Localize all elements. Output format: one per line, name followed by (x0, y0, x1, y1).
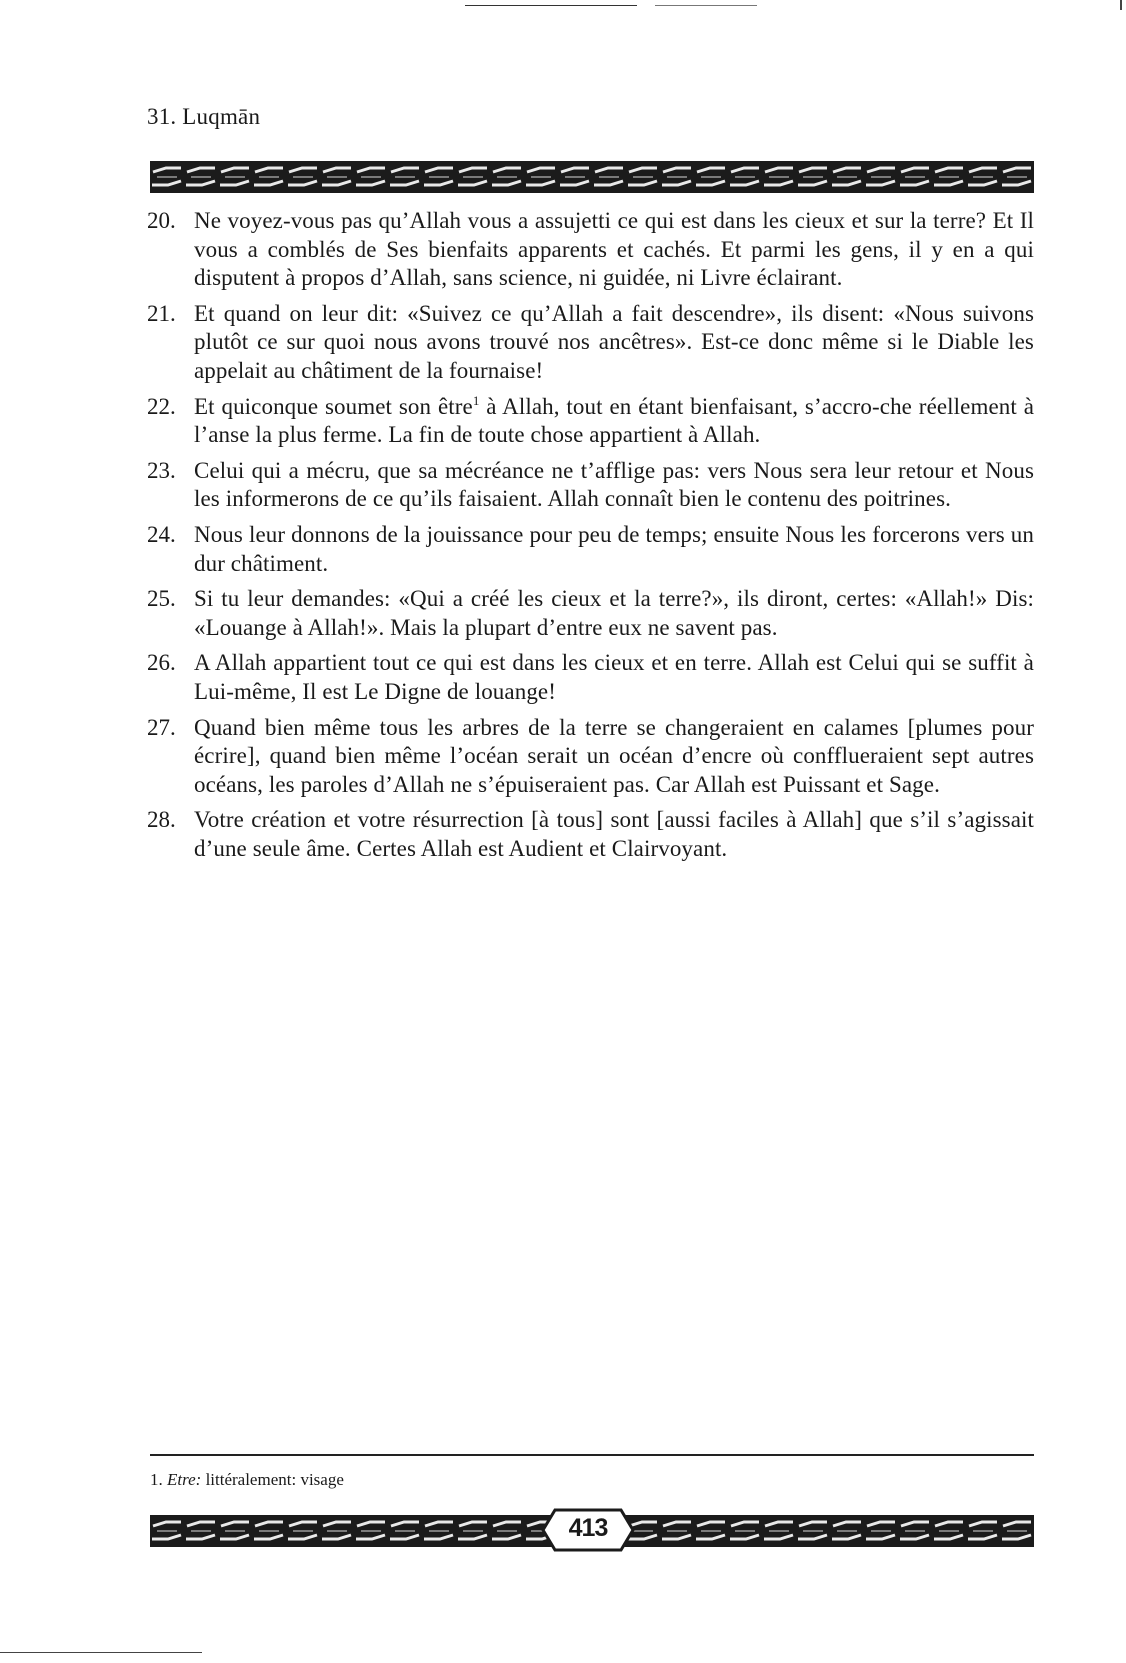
verse-text: Quand bien même tous les arbres de la terre se changeraient en calames [plumes pour écrire], quand bien même l’océan serait un océan d’encre où confflueraient sept autres océans, les paroles d’Allah ne s’épuiseraient pas. Car Allah est Puissant et Sage. (194, 714, 1034, 797)
ornament-pattern-top (150, 161, 1034, 193)
verse-number: 23. (147, 457, 176, 483)
verse-21 (147, 300, 1034, 386)
verse-number: 24. (147, 521, 176, 547)
verse-28 (147, 806, 1034, 863)
verse-27 (147, 714, 1034, 800)
verse-text: A Allah appartient tout ce qui est dans les cieux et en terre. Allah est Celui qui se suffit à Lui-même, Il est Le Digne de louange! (194, 650, 1034, 704)
footnote-ref: 1 (472, 392, 480, 408)
running-header: 31. Luqmān (147, 104, 261, 129)
verse-list (147, 207, 1034, 870)
footnote (150, 1470, 344, 1490)
footnote-number: 1. (150, 1470, 163, 1489)
verse-text: Votre création et votre résurrection [à tous] sont [aussi faciles à Allah] que s’il s’agissait d’une seule âme. Certes Allah est Audient et Clairvoyant. (194, 807, 1034, 861)
bottom-margin-rule (0, 1652, 202, 1653)
page-number-badge (541, 1506, 635, 1554)
verse-20 (147, 207, 1034, 293)
verse-number: 25. (147, 586, 176, 612)
verse-25 (147, 585, 1034, 642)
verse-number: 27. (147, 714, 176, 740)
verse-text-after: à Allah, tout en étant bienfaisant, s’accro-che réellement à l’anse la plus ferme. La fin de toute chose appartient à Allah. (194, 393, 1035, 448)
verse-text: Et quand on leur dit: «Suivez ce qu’Allah a fait descendre», ils disent: «Nous suivons plutôt ce sur quoi nous avons trouvé nos ancêtres». Est-ce donc même si le Diable les appelait au châtiment de la fournaise! (194, 300, 1034, 383)
verse-22 (147, 393, 1034, 450)
footnote-term: Etre: (167, 1470, 202, 1489)
verse-number: 21. (147, 300, 176, 326)
verse-text: Si tu leur demandes: «Qui a créé les cieux et la terre?», ils diront, certes: «Allah!» Dis: «Louange à Allah!». Mais la plupart d’entre eux ne savent pas. (194, 586, 1034, 640)
top-rule-short (655, 5, 757, 6)
top-rule (465, 5, 637, 6)
verse-23 (147, 457, 1034, 514)
verse-24 (147, 521, 1034, 578)
verse-number: 28. (147, 807, 176, 833)
verse-text: Ne voyez-vous pas qu’Allah vous a assujetti ce qui est dans les cieux et sur la terre? Et Il vous a comblés de Ses bienfaits apparents et cachés. Et parmi les gens, il y en a qui disputent à propos d’Allah, sans science, ni guidée, ni Livre éclairant. (194, 208, 1034, 291)
verse-number: 26. (147, 650, 176, 676)
page-number: 413 (568, 1514, 608, 1542)
ornamental-band-top (150, 161, 1034, 193)
verse-text (194, 393, 1034, 450)
verse-26 (147, 649, 1034, 706)
verse-text: Celui qui a mécru, que sa mécréance ne t’afflige pas: vers Nous sera leur retour et Nous les informerons de ce qu’ils faisaient. Allah connaît bien le contenu des poitrines. (194, 457, 1034, 512)
verse-text: Nous leur donnons de la jouissance pour peu de temps; ensuite Nous les forcerons vers un dur châtiment. (194, 521, 1034, 576)
verse-number: 22. (147, 393, 176, 419)
footnote-text: littéralement: visage (201, 1470, 344, 1489)
verse-text-before: Et quiconque soumet son être (194, 393, 473, 419)
footnote-rule (150, 1454, 1034, 1456)
corner-mark (1120, 0, 1122, 10)
verse-number: 20. (147, 208, 176, 233)
